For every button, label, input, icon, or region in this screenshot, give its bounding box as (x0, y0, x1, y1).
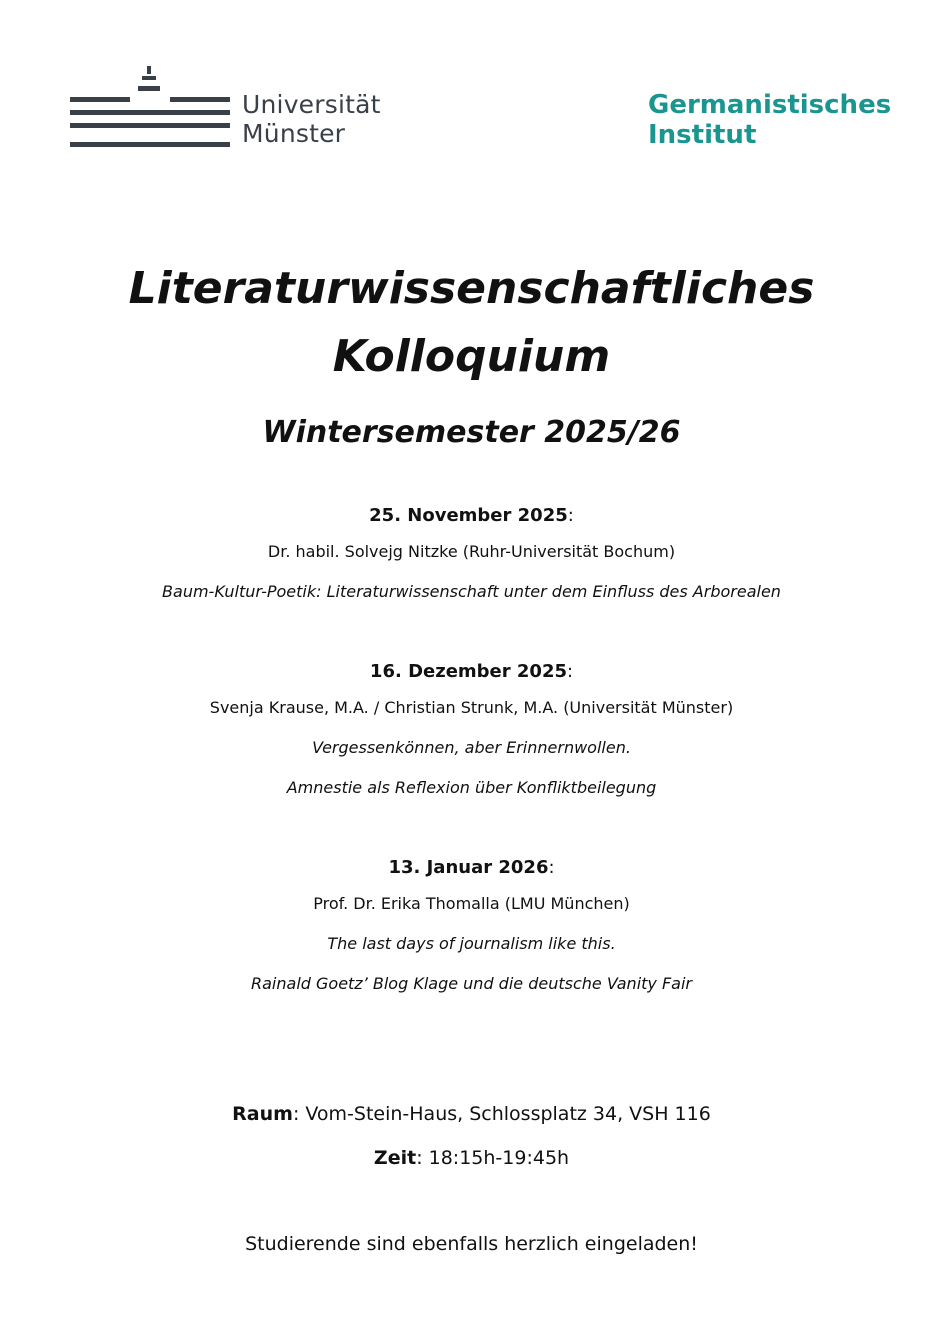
institute-name-line2: Institut (648, 120, 757, 150)
university-logo (70, 62, 400, 154)
event-date-suffix: : (567, 505, 574, 526)
institute-logo (648, 90, 891, 150)
page-title (0, 255, 943, 391)
invitation-note: Studierende sind ebenfalls herzlich eingeladen! (245, 1233, 698, 1255)
event-speaker: Prof. Dr. Erika Thomalla (LMU München) (313, 894, 630, 913)
time-line (0, 1136, 943, 1180)
venue-info (0, 1092, 943, 1180)
event-date-text: 13. Januar 2026 (388, 857, 549, 878)
university-name-line1: Universität (242, 90, 381, 119)
event-talk-title: Vergessenkönnen, aber Erinnernwollen. (312, 738, 631, 757)
page-title-line1: Literaturwissenschaftliches (128, 263, 815, 314)
event-date (0, 500, 943, 532)
room-line (0, 1092, 943, 1136)
room-label: Raum (232, 1103, 293, 1125)
time-value: : 18:15h-19:45h (416, 1147, 570, 1169)
event-date-text: 16. Dezember 2025 (369, 661, 567, 682)
event-speaker: Dr. habil. Solvejg Nitzke (Ruhr-Universität Bochum) (267, 542, 676, 561)
event-date-text: 25. November 2025 (369, 505, 568, 526)
page-title-line2: Kolloquium (332, 331, 611, 382)
event-talk-title: The last days of journalism like this. (327, 934, 616, 953)
event-talk-title: Rainald Goetz’ Blog Klage und die deutsche Vanity Fair (251, 974, 692, 993)
event-date-suffix: : (567, 661, 574, 682)
event-item (0, 852, 943, 1004)
event-item (0, 656, 943, 808)
event-talk-title: Amnestie als Reflexion über Konfliktbeilegung (286, 778, 657, 797)
room-value: : Vom-Stein-Haus, Schlossplatz 34, VSH 116 (292, 1103, 711, 1125)
university-name-line2: Münster (242, 119, 346, 148)
time-label: Zeit (373, 1147, 417, 1169)
institute-name-line1: Germanistisches (648, 90, 892, 120)
event-date-suffix: : (548, 857, 555, 878)
title-block (0, 255, 943, 453)
university-name (242, 90, 381, 148)
event-speaker: Svenja Krause, M.A. / Christian Strunk, M.A. (Universität Münster) (209, 698, 734, 717)
header (0, 0, 943, 180)
semester-subtitle: Wintersemester 2025/26 (262, 415, 681, 450)
event-date (0, 656, 943, 688)
event-talk-title: Baum-Kultur-Poetik: Literaturwissenschaft unter dem Einfluss des Arborealen (162, 582, 781, 601)
event-date (0, 852, 943, 884)
event-item (0, 500, 943, 612)
event-list (0, 500, 943, 1048)
university-mark-icon (70, 62, 230, 154)
